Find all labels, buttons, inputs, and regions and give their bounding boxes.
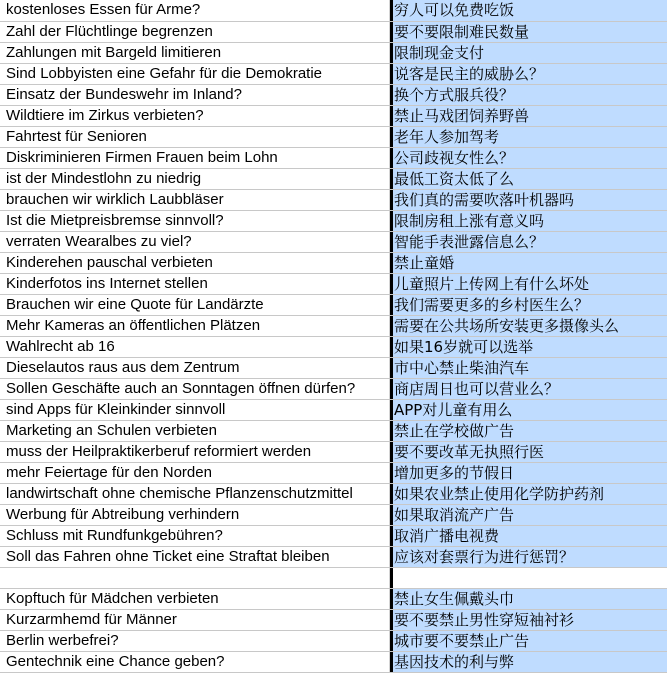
cell-german[interactable]: Kinderehen pauschal verbieten: [0, 253, 390, 273]
table-row: [0, 190, 667, 211]
cell-german[interactable]: Marketing an Schulen verbieten: [0, 421, 390, 441]
table-row: [0, 442, 667, 463]
cell-chinese[interactable]: 禁止女生佩戴头巾: [393, 589, 667, 609]
cell-chinese[interactable]: 公司歧视女性么？: [393, 148, 667, 168]
cell-german[interactable]: Mehr Kameras an öffentlichen Plätzen: [0, 316, 390, 336]
cell-chinese[interactable]: 儿童照片上传网上有什么坏处: [393, 274, 667, 294]
cell-german[interactable]: Zahl der Flüchtlinge begrenzen: [0, 22, 390, 42]
table-row: [0, 274, 667, 295]
table-row: [0, 316, 667, 337]
table-row: [0, 610, 667, 631]
cell-chinese[interactable]: 最低工资太低了么: [393, 169, 667, 189]
table-row: [0, 358, 667, 379]
table-row: [0, 106, 667, 127]
cell-german[interactable]: Wahlrecht ab 16: [0, 337, 390, 357]
cell-german[interactable]: Kurzarmhemd für Männer: [0, 610, 390, 630]
cell-german[interactable]: Berlin werbefrei?: [0, 631, 390, 651]
cell-chinese[interactable]: 取消广播电视费: [393, 526, 667, 546]
cell-chinese[interactable]: 要不要限制难民数量: [393, 22, 667, 42]
table-row: [0, 337, 667, 358]
cell-chinese[interactable]: 智能手表泄露信息么？: [393, 232, 667, 252]
table-row: [0, 295, 667, 316]
cell-german[interactable]: Kopftuch für Mädchen verbieten: [0, 589, 390, 609]
cell-german[interactable]: mehr Feiertage für den Norden: [0, 463, 390, 483]
cell-german[interactable]: landwirtschaft ohne chemische Pflanzenschutzmittel: [0, 484, 390, 504]
table-row: [0, 43, 667, 64]
table-row: [0, 484, 667, 505]
cell-chinese[interactable]: 要不要禁止男性穿短袖衬衫: [393, 610, 667, 630]
cell-german[interactable]: Wildtiere im Zirkus verbieten?: [0, 106, 390, 126]
cell-german[interactable]: sind Apps für Kleinkinder sinnvoll: [0, 400, 390, 420]
cell-chinese[interactable]: 应该对套票行为进行惩罚？: [393, 547, 667, 567]
cell-chinese[interactable]: 禁止在学校做广告: [393, 421, 667, 441]
cell-german[interactable]: Zahlungen mit Bargeld limitieren: [0, 43, 390, 63]
cell-german[interactable]: Brauchen wir eine Quote für Landärzte: [0, 295, 390, 315]
cell-german[interactable]: Fahrtest für Senioren: [0, 127, 390, 147]
cell-german[interactable]: kostenloses Essen für Arme?: [0, 0, 390, 21]
table-row: [0, 652, 667, 673]
cell-chinese[interactable]: 老年人参加驾考: [393, 127, 667, 147]
table-row: [0, 85, 667, 106]
cell-german[interactable]: brauchen wir wirklich Laubbläser: [0, 190, 390, 210]
cell-german[interactable]: Sollen Geschäfte auch an Sonntagen öffnen dürfen?: [0, 379, 390, 399]
cell-chinese[interactable]: 如果农业禁止使用化学防护药剂: [393, 484, 667, 504]
cell-chinese[interactable]: 城市要不要禁止广告: [393, 631, 667, 651]
cell-german[interactable]: Schluss mit Rundfunkgebühren?: [0, 526, 390, 546]
table-row: [0, 526, 667, 547]
table-row: [0, 421, 667, 442]
table-row: [0, 463, 667, 484]
table-row: [0, 22, 667, 43]
table-row: [0, 253, 667, 274]
cell-german[interactable]: Werbung für Abtreibung verhindern: [0, 505, 390, 525]
table-row: [0, 400, 667, 421]
cell-chinese[interactable]: 如果16岁就可以选举: [393, 337, 667, 357]
cell-chinese[interactable]: [393, 568, 667, 588]
table-row: [0, 589, 667, 610]
cell-chinese[interactable]: 我们真的需要吹落叶机器吗: [393, 190, 667, 210]
table-row: [0, 232, 667, 253]
cell-german[interactable]: Sind Lobbyisten eine Gefahr für die Demokratie: [0, 64, 390, 84]
cell-german[interactable]: Gentechnik eine Chance geben?: [0, 652, 390, 672]
table-row: [0, 547, 667, 568]
table-row: [0, 379, 667, 400]
table-row: [0, 127, 667, 148]
table-row: [0, 64, 667, 85]
cell-german[interactable]: Ist die Mietpreisbremse sinnvoll?: [0, 211, 390, 231]
table-row: [0, 148, 667, 169]
cell-german[interactable]: ist der Mindestlohn zu niedrig: [0, 169, 390, 189]
table-row: [0, 211, 667, 232]
cell-chinese[interactable]: 要不要改革无执照行医: [393, 442, 667, 462]
cell-german[interactable]: Diskriminieren Firmen Frauen beim Lohn: [0, 148, 390, 168]
cell-german[interactable]: Soll das Fahren ohne Ticket eine Straftat bleiben: [0, 547, 390, 567]
cell-chinese[interactable]: 需要在公共场所安装更多摄像头么: [393, 316, 667, 336]
cell-chinese[interactable]: 换个方式服兵役？: [393, 85, 667, 105]
cell-german[interactable]: Einsatz der Bundeswehr im Inland?: [0, 85, 390, 105]
table-row: [0, 169, 667, 190]
cell-chinese[interactable]: 禁止童婚: [393, 253, 667, 273]
cell-chinese[interactable]: 说客是民主的威胁么？: [393, 64, 667, 84]
cell-german[interactable]: Dieselautos raus aus dem Zentrum: [0, 358, 390, 378]
cell-german[interactable]: Kinderfotos ins Internet stellen: [0, 274, 390, 294]
cell-chinese[interactable]: 穷人可以免费吃饭: [393, 0, 667, 21]
cell-chinese[interactable]: APP对儿童有用么: [393, 400, 667, 420]
cell-chinese[interactable]: 如果取消流产广告: [393, 505, 667, 525]
cell-chinese[interactable]: 限制现金支付: [393, 43, 667, 63]
table-row: [0, 568, 667, 589]
cell-chinese[interactable]: 商店周日也可以营业么？: [393, 379, 667, 399]
cell-german[interactable]: [0, 568, 390, 588]
cell-chinese[interactable]: 增加更多的节假日: [393, 463, 667, 483]
cell-german[interactable]: muss der Heilpraktikerberuf reformiert werden: [0, 442, 390, 462]
table-row: [0, 0, 667, 22]
cell-chinese[interactable]: 禁止马戏团饲养野兽: [393, 106, 667, 126]
cell-chinese[interactable]: 限制房租上涨有意义吗: [393, 211, 667, 231]
cell-chinese[interactable]: 市中心禁止柴油汽车: [393, 358, 667, 378]
table-row: [0, 631, 667, 652]
table-row: [0, 505, 667, 526]
cell-german[interactable]: verraten Wearalbes zu viel?: [0, 232, 390, 252]
cell-chinese[interactable]: 我们需要更多的乡村医生么？: [393, 295, 667, 315]
cell-chinese[interactable]: 基因技术的利与弊: [393, 652, 667, 672]
